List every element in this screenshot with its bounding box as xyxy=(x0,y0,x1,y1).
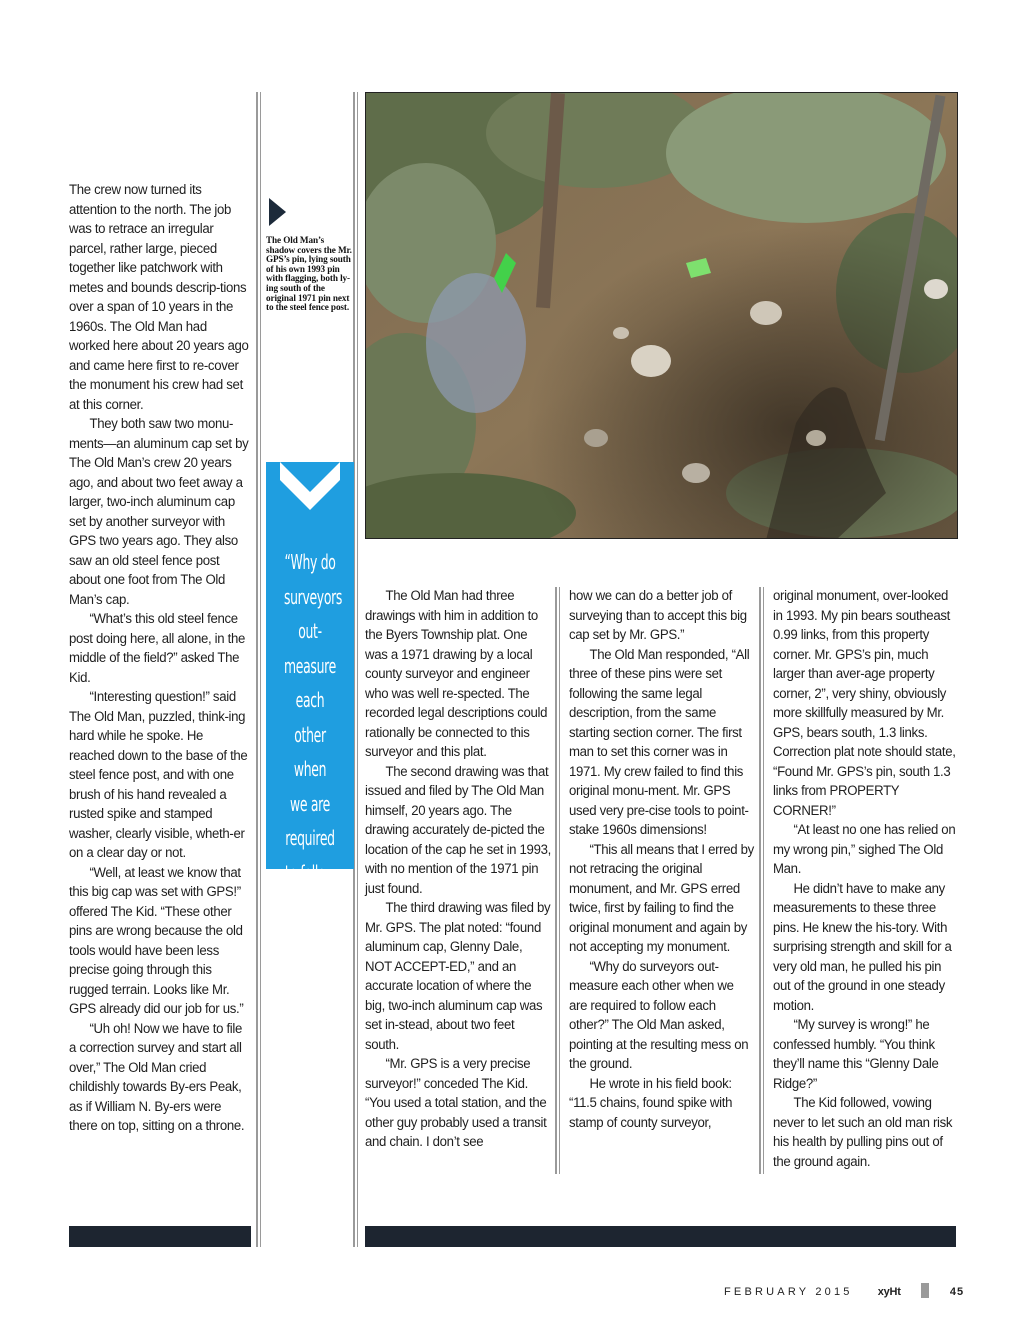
pullquote xyxy=(283,545,343,959)
field-photo xyxy=(365,92,958,539)
column-divider xyxy=(759,587,761,1174)
paragraph: “What’s this old steel fence post doing here, all alone, in the middle of the field?” asked The Kid. xyxy=(69,611,245,686)
chevron-down-icon xyxy=(266,462,354,542)
column-divider xyxy=(555,587,557,1174)
paragraph: They both saw two monu-ments—an aluminum cap set by The Old Man’s crew 20 years ago, and about two feet away a larger, two-inch aluminum cap set by another surveyor with GPS two years ago. They also saw an old steel fence post about one foot from The Old Man’s cap. xyxy=(69,416,249,608)
paragraph: “My survey is wrong!” he confessed humbly. “You think they’ll name this “Glenny Dale Ridge?” xyxy=(773,1017,939,1092)
bottom-bar-left xyxy=(69,1226,251,1247)
paragraph: The Old Man had three drawings with him in addition to the Byers Township plat. One was a 1971 drawing by a local county surveyor and engineer who was well re-spected. The recorded legal descriptions could rationally be connected to this surveyor and this plat. xyxy=(365,588,548,760)
column-divider xyxy=(256,92,258,1247)
issue-date: FEBRUARY 2015 xyxy=(724,1286,853,1298)
paragraph: original monument, over-looked in 1993. My pin bears southeast 0.99 links, from this property corner. Mr. GPS’s pin, much larger than aver-age property corner, 2”, very shiny, obviously more skillfully measured by Mr. GPS, bears south, 1.3 links. Correction plat note should state, “Found Mr. GPS’s pin, south 1.3 links from PROPERTY CORNER!” xyxy=(773,588,956,819)
photo-caption: The Old Man’s shadow covers the Mr. GPS’s pin, lying south of his own 1993 pin with flagging, both ly-ing south of the original 1971 pin next to the steel fence post. xyxy=(266,235,352,313)
paragraph: The third drawing was filed by Mr. GPS. The plat noted: “found aluminum cap, Glenny Dale, NOT ACCEPT-ED,” and an accurate location of where the big, two-inch aluminum cap was set in-stead, about two feet south. xyxy=(365,900,551,1053)
article-column-1 xyxy=(69,181,250,1137)
article-column-4 xyxy=(773,587,959,1172)
paragraph: The crew now turned its attention to the north. The job was to retrace an irregular parcel, rather large, pieced together like patchwork with metes and bounds descrip-tions over a span of 10 years in the 1960s. The Old Man had worked here about 20 years ago and came here first to re-cover the monument his crew had set at this corner. xyxy=(69,182,249,413)
paragraph: “This all means that I erred by not retracing the original monument, and Mr. GPS erred twice, first by failing to find the original monument and again by not accepting my monument. xyxy=(569,841,754,955)
article-column-2 xyxy=(365,587,551,1153)
paragraph: The second drawing was that issued and filed by The Old Man himself, 20 years ago. The drawing accurately de-picted the location of the cap he set in 1993, with no mention of the 1971 pin just found. xyxy=(365,763,551,897)
paragraph: “Interesting question!” said The Old Man, puzzled, think-ing hard while he spoke. He reached down to the base of the steel fence post, and with one brush of his hand revealed a rusted spike and stamped washer, clearly visible, wheth-er on a clear day or not. xyxy=(69,689,248,861)
bottom-bar-right xyxy=(365,1226,956,1247)
paragraph: The Old Man responded, “All three of these pins were set following the same legal description, from the same starting section corner. The first man to set this corner was in 1971. My crew failed to find this original monu-ment. Mr. GPS used very pre-cise tools to point-stake 1960s dimensions! xyxy=(569,646,750,838)
paragraph: “Well, at least we know that this big cap was set with GPS!” offered The Kid. “These other pins are wrong because the old tools would have been less precise going through this rugged terrain. Looks like Mr. GPS already did our job for us.” xyxy=(69,864,244,1017)
footer-divider xyxy=(921,1283,929,1298)
paragraph: “Uh oh! Now we have to file a correction survey and start all over,” The Old Man cried childishly towards By-ers Peak, as if William N. By-ers were there on top, sitting on a throne. xyxy=(69,1020,245,1134)
paragraph: “Mr. GPS is a very precise surveyor!” conceded The Kid. “You used a total station, and the other guy probably used a transit and chain. I don’t see xyxy=(365,1056,547,1150)
pullquote-text: “Why do surveyors out-measure each other when we are required to follow each other?” xyxy=(283,550,343,954)
paragraph: “At least no one has relied on my wrong pin,” sighed The Old Man. xyxy=(773,822,956,877)
magazine-brand: xyHt xyxy=(877,1286,901,1298)
photo-image xyxy=(366,93,958,539)
page-number: 45 xyxy=(949,1286,965,1298)
paragraph: “Why do surveyors out-measure each other when we are required to follow each other?” The Old Man asked, pointing at the resulting mess on the ground. xyxy=(569,958,749,1072)
paragraph: He didn’t have to make any measurements to these three pins. He knew the his-tory. With surprising strength and skill for a very old man, he pulled his pin out of the ground in one steady motion. xyxy=(773,880,952,1014)
paragraph: He wrote in his field book: “11.5 chains, found spike with stamp of county surveyor, xyxy=(569,1075,733,1131)
caption-arrow-icon xyxy=(269,198,286,226)
page-footer xyxy=(724,1283,964,1298)
paragraph: how we can do a better job of surveying than to accept this big cap set by Mr. GPS.” xyxy=(569,588,747,643)
paragraph: The Kid followed, vowing never to let such an old man risk his health by pulling pins out of the ground again. xyxy=(773,1095,953,1170)
article-column-3 xyxy=(569,587,755,1133)
